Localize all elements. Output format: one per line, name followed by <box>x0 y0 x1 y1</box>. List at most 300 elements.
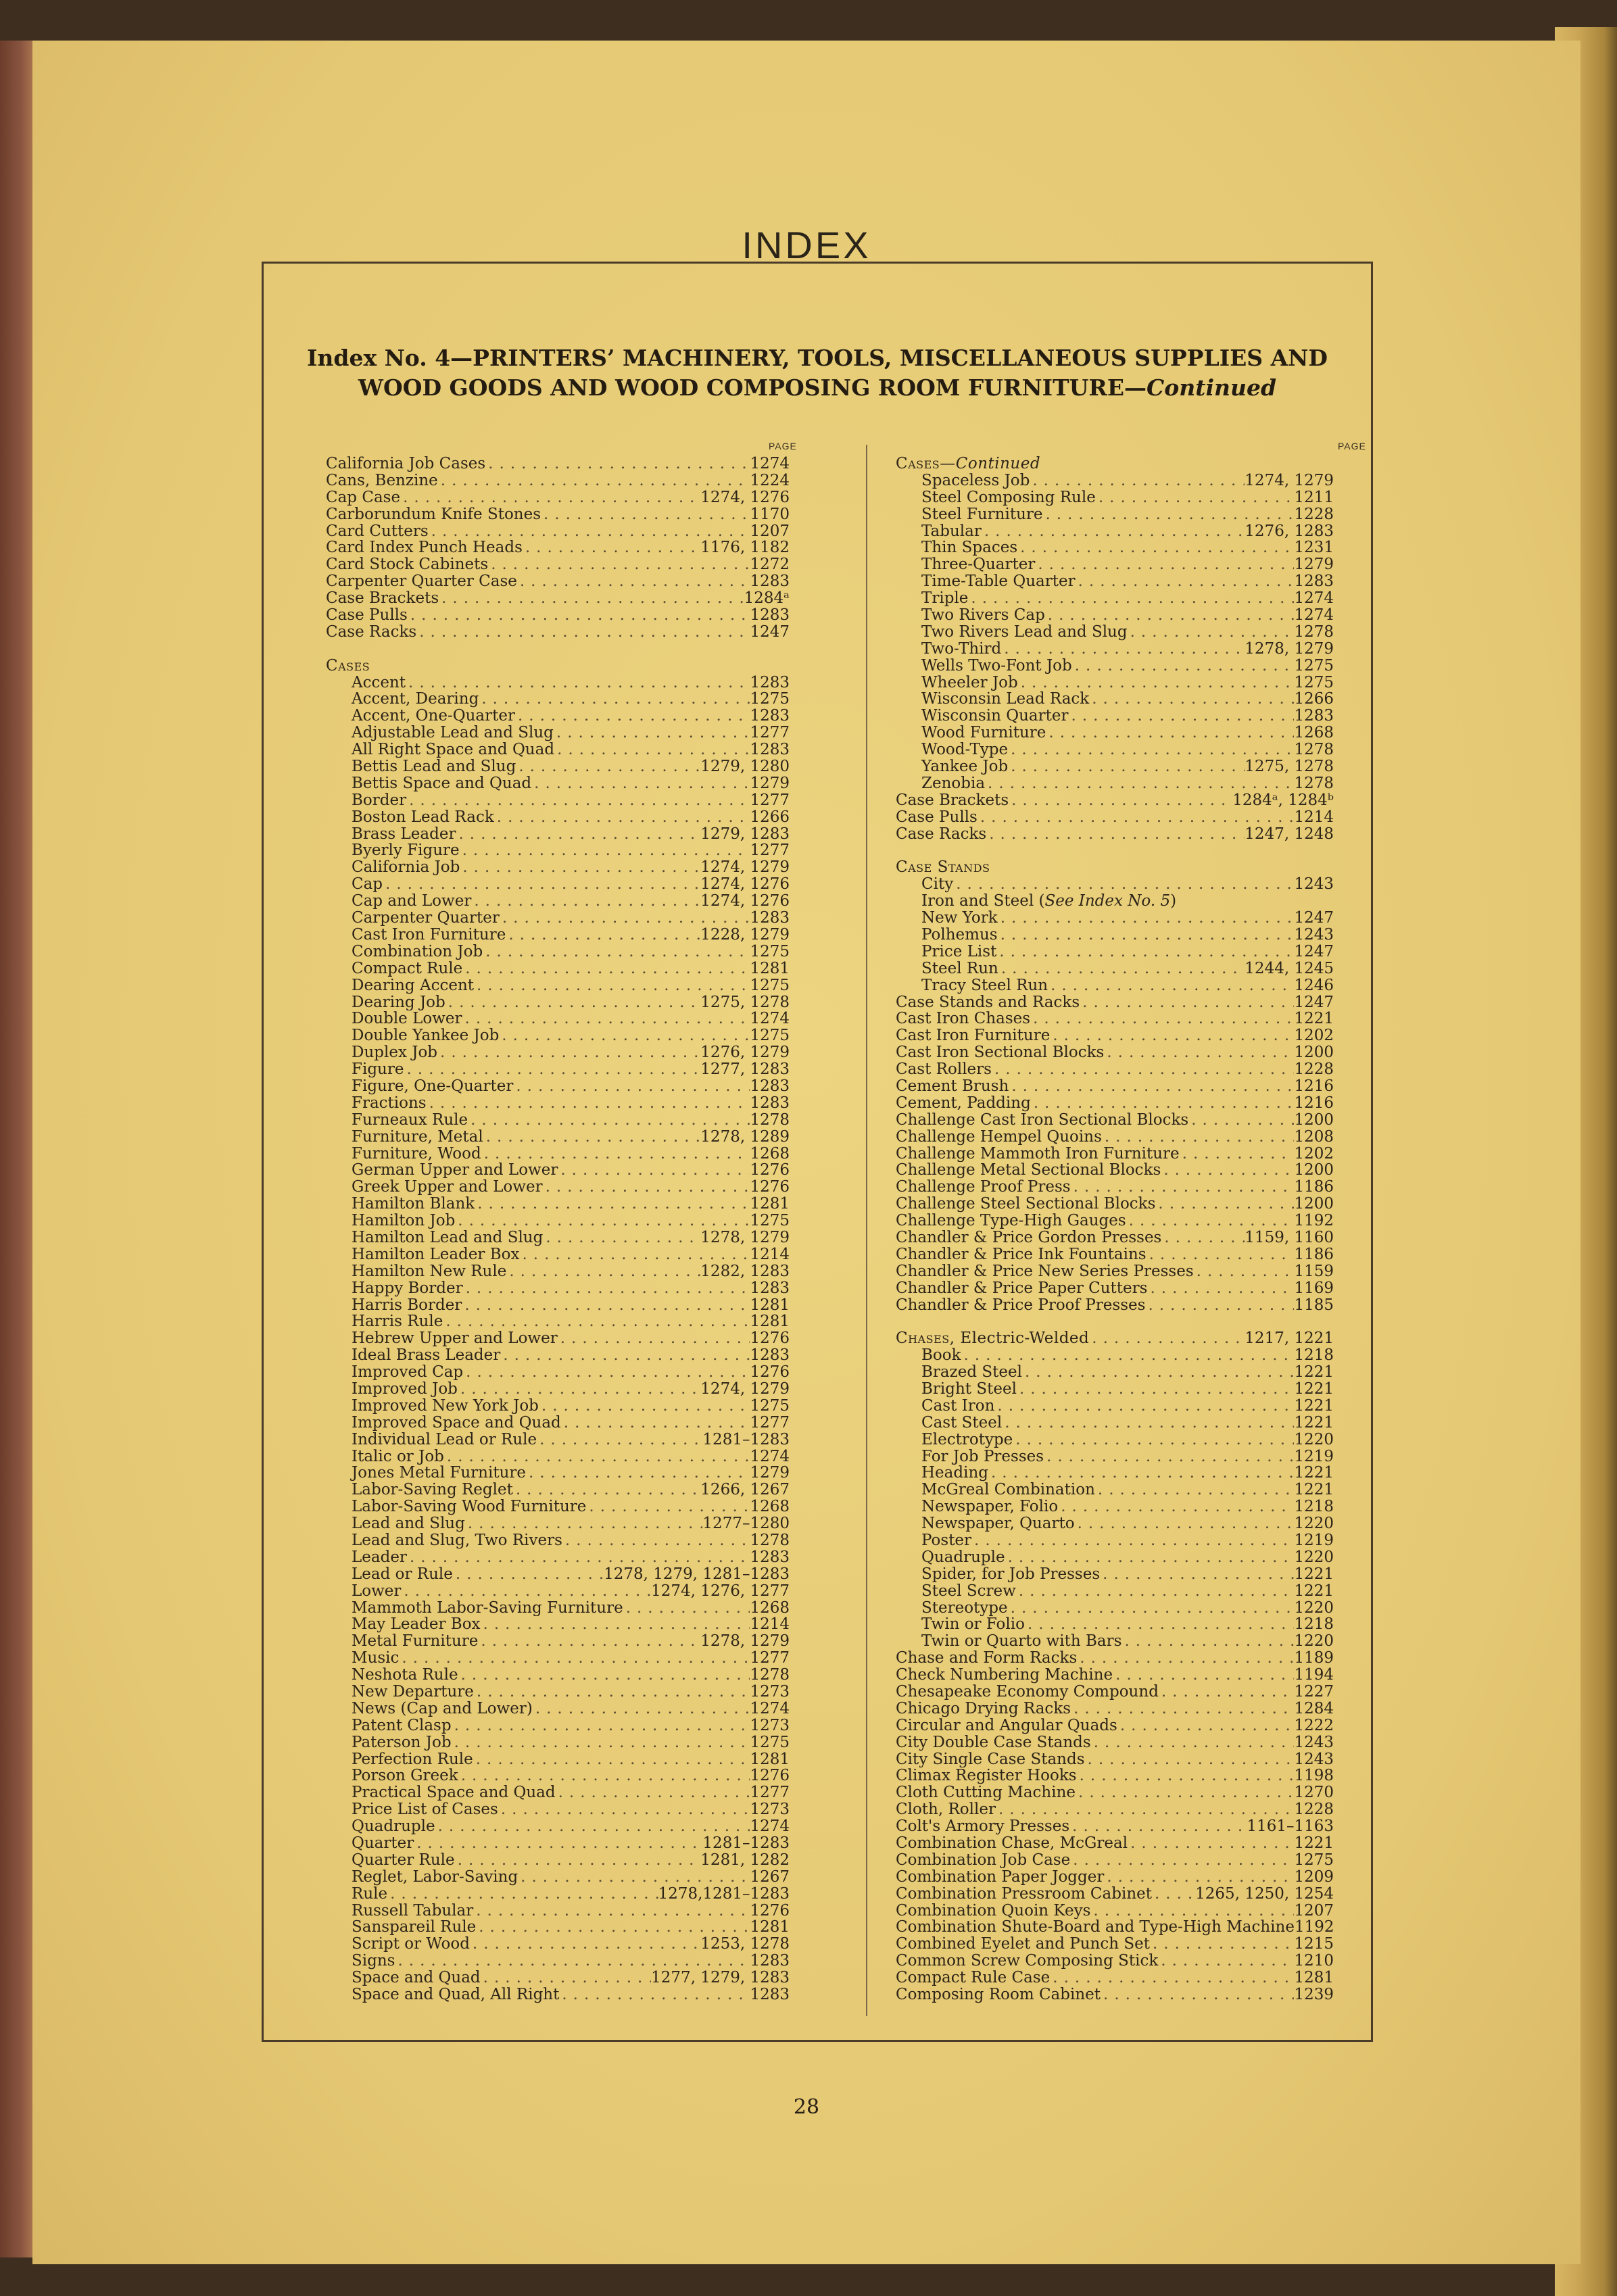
entry-label-text: Combination Chase, McGreal <box>896 1835 1128 1852</box>
index-entry <box>896 1280 1334 1297</box>
entry-label <box>896 1465 988 1482</box>
entry-label <box>326 1162 558 1179</box>
dot-leader <box>1076 1784 1294 1801</box>
entry-label <box>326 1179 543 1196</box>
entry-label <box>896 758 1008 775</box>
dot-leader <box>400 489 700 506</box>
entry-label <box>896 1953 1158 1970</box>
entry-label <box>326 842 460 859</box>
dot-leader <box>452 1717 750 1734</box>
dot-leader <box>481 1146 750 1163</box>
entry-label <box>326 1953 395 1970</box>
index-entry <box>896 1650 1334 1667</box>
entry-label-text: Lead and Slug, Two Rivers <box>352 1532 562 1549</box>
entry-page: 1278 <box>750 1111 790 1129</box>
entry-page: 1279, 1283 <box>700 825 790 843</box>
entry-label-text: Challenge Cast Iron Sectional Blocks <box>896 1111 1189 1129</box>
entry-page: 1247, 1248 <box>1245 825 1334 843</box>
index-entry <box>896 1970 1334 1986</box>
entry-label <box>326 1583 401 1600</box>
entry-label <box>326 1869 518 1886</box>
entry-page: 1284 <box>1294 1700 1334 1717</box>
dot-leader <box>1008 1600 1295 1617</box>
entry-label <box>326 675 406 691</box>
dot-leader <box>1022 1364 1295 1381</box>
dot-leader <box>1155 1196 1294 1213</box>
entry-page: 1283 <box>750 1077 790 1095</box>
entry-label <box>326 523 429 540</box>
entry-label <box>326 1078 513 1095</box>
entry-label-text: Sanspareil Rule <box>352 1919 477 1936</box>
entry-page: 1278, 1279 <box>700 1229 790 1246</box>
index-entry <box>326 1448 790 1465</box>
dot-leader <box>978 809 1295 826</box>
dot-leader <box>499 1027 750 1044</box>
index-entry <box>326 1313 790 1330</box>
index-entry <box>896 1162 1334 1179</box>
dot-leader <box>1152 1886 1195 1903</box>
dot-leader <box>1159 1684 1295 1701</box>
entry-page: 1247 <box>750 623 790 641</box>
dot-leader <box>1017 1381 1295 1398</box>
index-entry <box>326 1583 790 1600</box>
entry-label <box>326 1684 474 1701</box>
dot-leader <box>471 893 700 910</box>
dot-leader <box>1050 1027 1294 1044</box>
index-column-left <box>326 456 790 2003</box>
entry-label <box>896 1852 1070 1869</box>
dot-leader <box>452 1734 750 1751</box>
dot-leader <box>437 1044 700 1061</box>
entry-label-text: Card Index Punch Heads <box>326 539 523 557</box>
entry-page: 1283 <box>750 1986 790 2003</box>
entry-page: 1278 <box>750 1667 790 1684</box>
entry-label-text: Two-Third <box>921 640 1002 658</box>
index-entry <box>896 489 1334 506</box>
entry-page: 1281 <box>750 1196 790 1213</box>
entry-page: 1185 <box>1294 1296 1334 1314</box>
entry-label-text: Bright Steel <box>921 1380 1017 1398</box>
entry-label <box>326 1970 481 1986</box>
dot-leader <box>439 590 744 607</box>
entry-label <box>326 1095 427 1112</box>
dot-leader <box>1090 1903 1294 1920</box>
dot-leader <box>543 1179 750 1196</box>
dot-leader <box>462 960 750 977</box>
index-entry <box>326 1515 790 1532</box>
entry-label-text: Card Cutters <box>326 522 429 540</box>
heading-line-2-text: WOOD GOODS AND WOOD COMPOSING ROOM FURNITURE— <box>358 374 1147 401</box>
entry-label-text: Compact Rule <box>352 960 463 977</box>
dot-leader <box>1043 506 1295 523</box>
index-entry <box>326 1734 790 1751</box>
entry-label-text: Labor-Saving Wood Furniture <box>352 1498 587 1516</box>
index-entry <box>326 741 790 758</box>
dot-leader <box>1096 489 1295 506</box>
index-entry <box>326 1010 790 1027</box>
index-entry <box>896 658 1334 675</box>
entry-label-text: Steel Run <box>921 960 998 977</box>
dot-leader <box>1089 1330 1245 1347</box>
index-entry <box>896 977 1334 994</box>
entry-page: 1214 <box>750 1246 790 1263</box>
index-entry <box>326 1986 790 2003</box>
entry-label-text: Cast Steel <box>921 1414 1003 1432</box>
entry-label-text: Case Brackets <box>896 791 1009 809</box>
dot-leader <box>475 1196 750 1213</box>
entry-page: 1281 <box>750 1296 790 1314</box>
dot-leader <box>1008 741 1294 758</box>
entry-label-text: Reglet, Labor-Saving <box>352 1868 518 1886</box>
dot-leader <box>1161 1229 1245 1246</box>
index-entry <box>896 472 1334 489</box>
entry-page: 1279 <box>1294 556 1334 574</box>
index-entry <box>326 1886 790 1903</box>
entry-label-text: Individual Lead or Rule <box>352 1431 537 1448</box>
dot-leader <box>473 1751 750 1768</box>
entry-page: 1283 <box>750 708 790 725</box>
entry-page: 1275 <box>1294 1851 1334 1869</box>
entry-page: 1214 <box>750 1616 790 1634</box>
entry-label-text: Check Numbering Machine <box>896 1667 1113 1684</box>
dot-leader <box>456 826 700 843</box>
entry-page: 1281–1283 <box>702 1431 790 1448</box>
entry-page: 1208 <box>1294 1128 1334 1146</box>
entry-label-text: Byerly Figure <box>352 842 460 860</box>
entry-label-text: Cast Iron Furniture <box>896 1027 1051 1045</box>
index-entry <box>326 1027 790 1044</box>
entry-page: 1170 <box>750 506 790 523</box>
dot-leader <box>1194 1263 1295 1280</box>
entry-label <box>326 1027 499 1044</box>
dot-leader <box>1113 1667 1294 1684</box>
index-entry <box>326 641 790 658</box>
entry-label <box>896 1347 961 1364</box>
index-entry <box>896 1667 1334 1684</box>
dot-leader <box>1005 1549 1295 1566</box>
entry-page: 1276 <box>750 1162 790 1179</box>
entry-label <box>896 691 1089 708</box>
entry-label <box>326 927 506 944</box>
entry-label-text: Circular and Angular Quads <box>896 1717 1117 1734</box>
index-entry <box>326 1078 790 1095</box>
entry-label <box>896 708 1068 725</box>
entry-page: 1243 <box>1294 926 1334 944</box>
dot-leader <box>1025 1616 1295 1633</box>
dot-leader <box>1018 675 1295 691</box>
index-entry <box>896 994 1334 1011</box>
index-entry <box>326 1835 790 1852</box>
dot-leader <box>427 1095 750 1112</box>
entry-label <box>326 1818 435 1835</box>
index-entry <box>896 1330 1334 1347</box>
entry-page: 1247 <box>1294 994 1334 1011</box>
index-entry <box>896 1835 1334 1852</box>
entry-page: 1268 <box>750 1599 790 1617</box>
dot-leader <box>1161 1162 1294 1179</box>
dot-leader <box>988 1465 1294 1482</box>
entry-label-text: Cast Iron Sectional Blocks <box>896 1044 1105 1062</box>
index-entry <box>326 1784 790 1801</box>
entry-label-text: Hamilton Blank <box>352 1196 475 1213</box>
index-entry <box>326 658 790 675</box>
entry-label <box>326 1919 476 1936</box>
index-entry <box>896 1213 1334 1229</box>
dot-leader <box>1128 1835 1294 1852</box>
entry-label-text: Harris Rule <box>352 1313 443 1331</box>
dot-leader <box>473 1903 750 1920</box>
entry-label-text: Dearing Accent <box>352 977 475 994</box>
dot-leader <box>543 1229 700 1246</box>
entry-page: 1274, 1279 <box>700 859 790 877</box>
entry-label-text: Wisconsin Lead Rack <box>921 691 1090 708</box>
entry-label <box>326 1482 513 1498</box>
entry-page: 1218 <box>1294 1347 1334 1365</box>
dot-leader <box>562 1532 750 1549</box>
entry-page: 1275 <box>1294 674 1334 691</box>
dot-leader <box>1072 658 1295 675</box>
dot-leader <box>463 1364 750 1381</box>
entry-label <box>326 1129 483 1146</box>
index-entry <box>896 607 1334 624</box>
entry-label-text: Quadruple <box>352 1818 435 1836</box>
index-entry <box>326 1701 790 1717</box>
dot-leader <box>1102 1129 1295 1146</box>
entry-page: 1221 <box>1294 1565 1334 1583</box>
entry-label-text: Practical Space and Quad <box>352 1784 556 1802</box>
entry-page: 1281 <box>750 960 790 977</box>
entry-page: 1200 <box>1294 1196 1334 1213</box>
entry-label-text: Price List of Cases <box>352 1801 498 1819</box>
entry-label <box>326 1515 465 1532</box>
entry-page: 1231 <box>1294 539 1334 557</box>
index-entry <box>896 876 1334 893</box>
entry-label <box>326 708 515 725</box>
entry-page: 1247 <box>1294 910 1334 927</box>
entry-label <box>896 1263 1194 1280</box>
dot-leader <box>994 1398 1294 1415</box>
dot-leader <box>1188 1112 1294 1129</box>
entry-label-text: Wood-Type <box>921 741 1009 759</box>
entry-page: 1281, 1282 <box>700 1851 790 1869</box>
entry-page: 1275 <box>750 1734 790 1751</box>
dot-leader <box>494 809 750 826</box>
entry-page: 1200 <box>1294 1111 1334 1129</box>
entry-label-text: Wisconsin Quarter <box>921 708 1069 725</box>
entry-label-text: Leader <box>352 1548 407 1566</box>
entry-label <box>896 826 986 843</box>
entry-page: 1194 <box>1294 1667 1334 1684</box>
entry-page: 1283 <box>750 1347 790 1365</box>
dot-leader <box>1100 1566 1294 1583</box>
entry-label-text: Stereotype <box>921 1599 1008 1617</box>
entry-label <box>896 1566 1100 1583</box>
entry-label-text: For Job Presses <box>921 1448 1044 1465</box>
entry-label <box>326 1196 475 1213</box>
index-entry <box>326 893 790 910</box>
entry-page: 1220 <box>1294 1431 1334 1448</box>
entry-label-text: Carpenter Quarter <box>352 910 500 927</box>
entry-label <box>896 792 1009 809</box>
entry-label <box>896 927 998 944</box>
entry-page: 1202 <box>1294 1145 1334 1163</box>
entry-label <box>896 1246 1147 1263</box>
dot-leader <box>1030 1010 1294 1027</box>
entry-page: 1274 <box>750 456 790 472</box>
entry-label-text: Music <box>352 1650 400 1667</box>
dot-leader <box>1009 792 1232 809</box>
entry-page: 1219 <box>1294 1532 1334 1549</box>
entry-label-text: Twin or Quarto with Bars <box>921 1633 1122 1651</box>
left-column-page-header: PAGE <box>769 441 797 451</box>
index-entry <box>326 1970 790 1986</box>
entry-label <box>326 658 370 675</box>
entry-label <box>896 1818 1069 1835</box>
index-entry <box>326 944 790 960</box>
index-entry <box>326 472 790 489</box>
dot-leader <box>1071 1179 1295 1196</box>
entry-label-text: Accent <box>352 674 406 691</box>
index-heading <box>264 343 1371 403</box>
index-entry <box>326 910 790 927</box>
dot-leader <box>961 1347 1295 1364</box>
index-entry <box>896 944 1334 960</box>
entry-label <box>326 1717 452 1734</box>
dot-leader <box>998 927 1295 944</box>
dot-leader <box>533 1701 750 1717</box>
index-entry <box>326 758 790 775</box>
dot-leader <box>998 960 1245 977</box>
dot-leader <box>1030 472 1245 489</box>
entry-label-text: All Right Space and Quad <box>352 741 555 759</box>
entry-label <box>326 1213 455 1229</box>
entry-page: 1276 <box>750 1330 790 1348</box>
index-entry <box>896 1953 1334 1970</box>
entry-label <box>896 1010 1030 1027</box>
index-entry <box>896 1701 1334 1717</box>
entry-page: 1217, 1221 <box>1245 1330 1334 1348</box>
index-entry <box>326 1532 790 1549</box>
dot-leader <box>1158 1953 1294 1970</box>
entry-label <box>896 456 1040 472</box>
index-entry <box>326 708 790 725</box>
dot-leader <box>623 1600 750 1617</box>
dot-leader <box>500 910 750 927</box>
entry-label <box>896 573 1076 590</box>
index-entry <box>326 506 790 523</box>
dot-leader <box>1001 641 1245 658</box>
entry-label-text: Combination Quoin Keys <box>896 1902 1091 1920</box>
entry-page: 1220 <box>1294 1548 1334 1566</box>
dot-leader <box>1071 1701 1294 1717</box>
dot-leader <box>444 1448 750 1465</box>
dot-leader <box>1147 1246 1295 1263</box>
entry-label-text: Cast Iron Chases <box>896 1010 1031 1028</box>
entry-label-text: Brass Leader <box>352 825 456 843</box>
index-entry <box>326 809 790 826</box>
index-entry <box>326 1044 790 1061</box>
dot-leader <box>483 944 750 960</box>
entry-label-text: Double Lower <box>352 1010 462 1028</box>
index-entry <box>896 506 1334 523</box>
index-entry <box>326 1684 790 1701</box>
entry-label-text: Accent, Dearing <box>352 691 479 708</box>
index-entry <box>326 1600 790 1617</box>
entry-label-text: Steel Furniture <box>921 506 1043 523</box>
entry-page: 1253, 1278 <box>700 1936 790 1953</box>
entry-page: 1278, 1279, 1281–1283 <box>604 1565 790 1583</box>
index-entry <box>326 1869 790 1886</box>
entry-label <box>896 1684 1159 1701</box>
entry-label-text: Accent, One-Quarter <box>352 708 515 725</box>
entry-label-text: Happy Border <box>352 1279 463 1297</box>
entry-label-text: Combined Eyelet and Punch Set <box>896 1936 1150 1953</box>
index-entry <box>326 691 790 708</box>
dot-leader <box>406 675 750 691</box>
dot-leader <box>1091 1734 1295 1751</box>
entry-label-text: Ideal Brass Leader <box>352 1347 501 1365</box>
entry-label-text: Brazed Steel <box>921 1364 1022 1381</box>
entry-label <box>896 977 1048 994</box>
dot-leader <box>1180 1146 1295 1163</box>
entry-label-text: Cap Case <box>326 489 401 506</box>
entry-label-text: Signs <box>352 1953 395 1970</box>
index-entry <box>896 1515 1334 1532</box>
entry-page: 1274, 1276 <box>700 876 790 894</box>
entry-label-text: Common Screw Composing Stick <box>896 1953 1159 1970</box>
index-entry <box>896 1078 1334 1095</box>
dot-leader <box>1017 539 1294 556</box>
entry-label-text: Duplex Job <box>352 1044 438 1062</box>
index-entry <box>326 1398 790 1415</box>
dot-leader <box>1077 1767 1295 1784</box>
index-entry <box>326 489 790 506</box>
entry-label <box>326 1263 506 1280</box>
dot-leader <box>1077 1650 1294 1667</box>
entry-label-text: Lead or Rule <box>352 1565 453 1583</box>
entry-page: 1159, 1160 <box>1245 1229 1334 1246</box>
index-entry <box>326 1633 790 1650</box>
entry-label-text: Space and Quad <box>352 1970 481 1987</box>
entry-page: 1209 <box>1294 1868 1334 1886</box>
index-entry <box>326 1280 790 1297</box>
index-entry <box>896 927 1334 944</box>
entry-label <box>326 1280 463 1297</box>
entry-label-text: Tracy Steel Run <box>921 977 1048 994</box>
book-spine-edge <box>0 41 35 2257</box>
heading-line-2 <box>264 373 1371 403</box>
entry-page: 1284ᵃ <box>744 590 790 608</box>
entry-label <box>896 1886 1152 1903</box>
index-entry <box>326 1179 790 1196</box>
dot-leader <box>395 1953 750 1970</box>
entry-label-text: Challenge Type-High Gauges <box>896 1213 1126 1229</box>
dot-leader <box>476 1919 750 1936</box>
index-entry <box>326 977 790 994</box>
entry-label <box>326 1347 500 1364</box>
dot-leader <box>1070 1852 1294 1869</box>
entry-label-text: Labor-Saving Reglet <box>352 1482 513 1499</box>
index-entry <box>896 960 1334 977</box>
entry-page: 1281 <box>750 1919 790 1936</box>
dot-leader <box>526 1465 750 1482</box>
entry-page: 1281 <box>1294 1970 1334 1987</box>
entry-label-text: Electrotype <box>921 1431 1013 1448</box>
entry-label-text: Carborundum Knife Stones <box>326 506 541 523</box>
index-entry <box>326 1751 790 1768</box>
entry-page: 1275 <box>1294 657 1334 675</box>
entry-label-text: Furniture, Metal <box>352 1128 483 1146</box>
